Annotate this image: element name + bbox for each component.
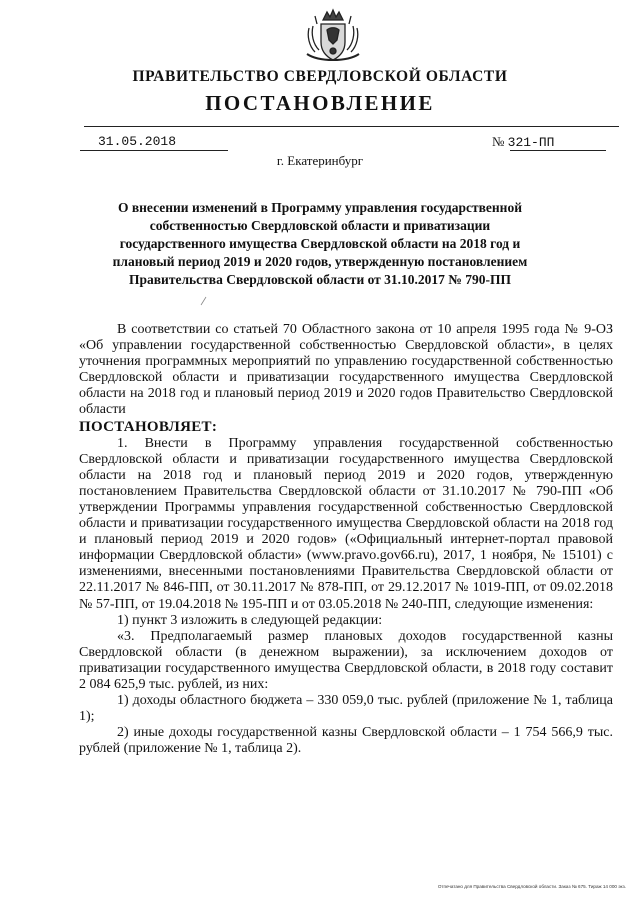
document-title: О внесении изменений в Программу управления государственной собственностью Свердловской области и приватизации государственного имущества Свердловской области на 2018 год и плановый период 2019 и 2020 годов, утвержденную постановлением Правительства Свердловской области от 31.10.2017 № 790-ПП bbox=[112, 200, 528, 287]
header-divider bbox=[84, 126, 619, 127]
subitem-1: 1) пункт 3 изложить в следующей редакции: bbox=[117, 612, 383, 628]
print-footer: Отпечатано для Правительства Свердловской области. Заказ № 675. Тираж 14 000 экз. bbox=[437, 884, 626, 889]
coat-of-arms-icon bbox=[301, 6, 365, 64]
document-type: ПОСТАНОВЛЕНИЕ bbox=[205, 91, 435, 115]
document-date: 31.05.2018 bbox=[98, 134, 177, 149]
quoted-point-3: «3. Предполагаемый размер плановых доходов государственной казны Свердловской области (в денежном выражении), за исключением доходов от приватизации государственного имущества Свердловской области, в 2018 году составит 2 084 625,9 тыс. рублей, из них: bbox=[79, 628, 613, 692]
number-value: 321-ПП bbox=[507, 135, 555, 150]
income-item-2: 2) иные доходы государственной казны Свердловской области – 1 754 566,9 тыс. рублей (приложение № 1, таблица 2). bbox=[79, 725, 613, 757]
number-prefix: № bbox=[492, 134, 505, 149]
number-underline bbox=[510, 150, 606, 151]
city: г. Екатеринбург bbox=[276, 153, 364, 168]
document-body bbox=[79, 322, 613, 757]
resolves-heading: ПОСТАНОВЛЯЕТ: bbox=[79, 418, 218, 435]
date-underline bbox=[80, 150, 228, 151]
item-1: 1. Внести в Программу управления государственной собственностью Свердловской области и приватизации государственного имущества Свердловской области на 2018 год и плановый период 2019 и 2020 годов, утвержденную постановлением Правительства Свердловской области от 31.10.2017 № 790-ПП «Об утверждении Программы управления государственной собственностью Свердловской области и приватизации государственного имущества Свердловской области на 2018 год и плановый период 2019 и 2020 годов» («Официальный интернет-портал правовой информации Свердловской области» (www.pravo.gov66.ru), 2017, 1 ноября, № 15101) с изменениями, внесенными постановлениями Правительства Свердловской области от 22.11.2017 № 846-ПП, от 30.11.2017 № 878-ПП, от 29.12.2017 № 1019-ПП, от 09.02.2018 № 57-ПП, от 19.04.2018 № 195-ПП и от 03.05.2018 № 240-ПП, следующие изменения: bbox=[79, 435, 613, 612]
government-name: ПРАВИТЕЛЬСТВО СВЕРДЛОВСКОЙ ОБЛАСТИ bbox=[132, 68, 508, 85]
pen-mark-icon bbox=[200, 296, 208, 306]
income-item-1: 1) доходы областного бюджета – 330 059,0 тыс. рублей (приложение № 1, таблица 1); bbox=[79, 693, 613, 725]
document-number bbox=[492, 134, 554, 150]
preamble: В соответствии со статьей 70 Областного закона от 10 апреля 1995 года № 9-ОЗ «Об управлении государственной собственностью Свердловской области», в целях уточнения программных мероприятий по управлению государственной собственностью Свердловской области и приватизации государственного имущества Свердловской области на 2018 год и плановый период 2019 и 2020 годов Правительство Свердловской области bbox=[79, 322, 613, 418]
